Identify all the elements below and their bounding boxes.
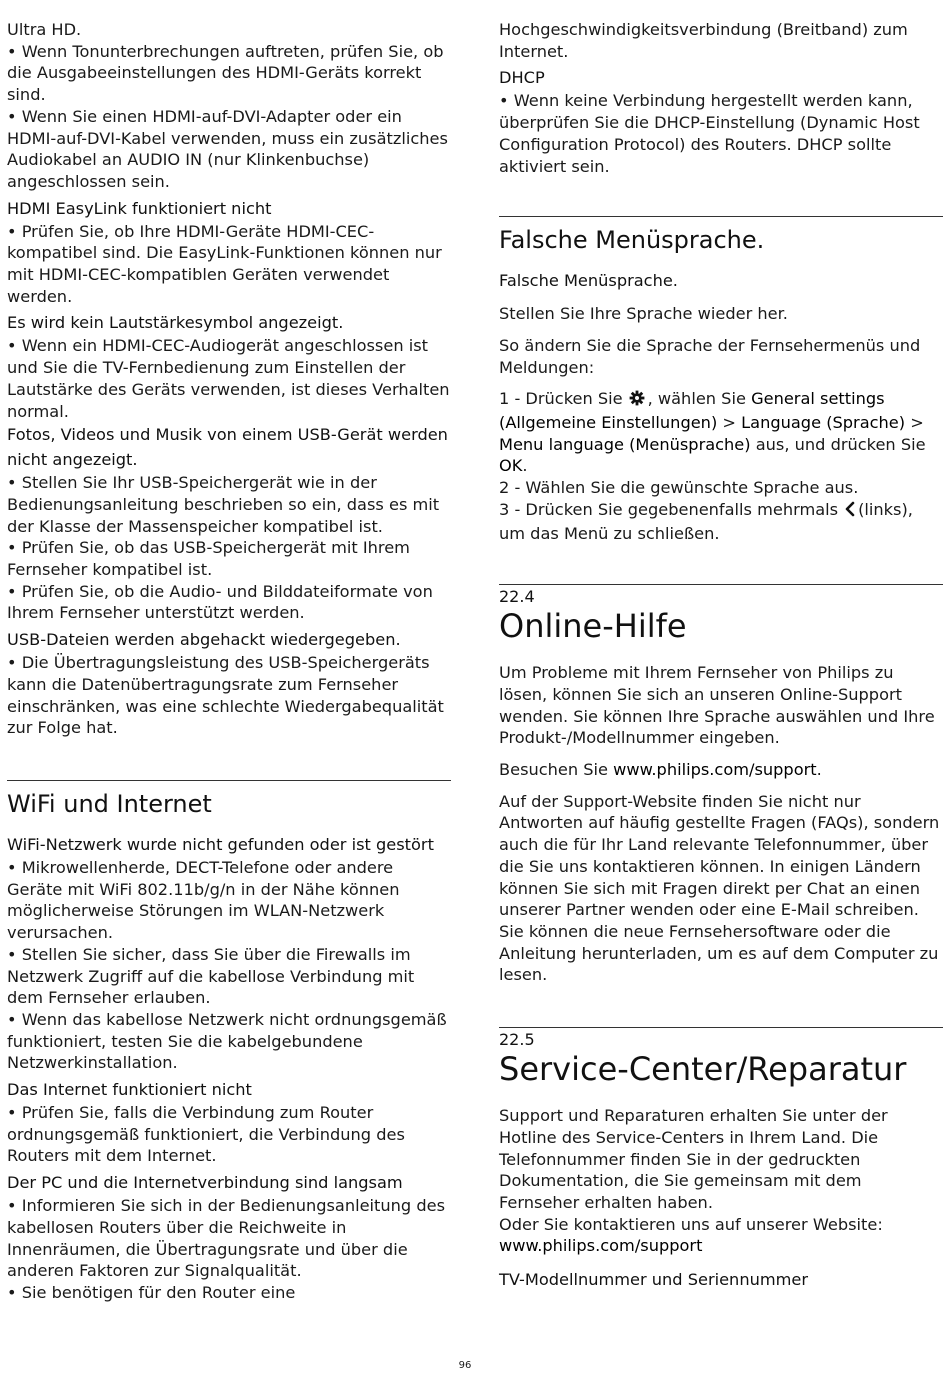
internet-text: • Prüfen Sie, falls die Verbindung zum Router ordnungsgemäß funktioniert, die Verbindung des Routers mit dem Internet.: [7, 1103, 405, 1166]
section-divider: [499, 584, 943, 585]
hdmi-audio-bullet-2: • Wenn Sie einen HDMI-auf-DVI-Adapter oder ein HDMI-auf-DVI-Kabel verwenden, muss ein zusätzliches Audiokabel an AUDIO IN (nur Klinkenbuchse) angeschlossen sein.: [7, 106, 448, 191]
right-column: [499, 19, 943, 1292]
hdmi-audio-bullet-1: • Wenn Tonunterbrechungen auftreten, prüfen Sie, ob die Ausgabeeinstellungen des HDMI-Geräts korrekt sind.: [7, 41, 444, 105]
section-divider: [499, 1027, 943, 1028]
section-title: Online-Hilfe: [499, 607, 687, 646]
tv-model-heading: TV-Modellnummer und Seriennummer: [499, 1270, 808, 1290]
slow-bullet-2: • Sie benötigen für den Router eine: [7, 1282, 296, 1302]
slow-bullet-1: • Informieren Sie sich in der Bedienungsanleitung des kabellosen Routers über die Reichweite in Innenräumen, die Übertragungsrate und über die anderen Faktoren zur Signalqualität.: [7, 1196, 446, 1281]
dhcp-heading: DHCP: [499, 68, 545, 88]
online-visit-text: Besuchen Sie: [499, 760, 609, 780]
online-paragraph-4: Sie können die neue Fernsehersoftware oder die Anleitung herunterladen, um es auf dem Computer zu lesen.: [499, 921, 939, 985]
ok-label: OK: [499, 456, 523, 476]
step-1-text: , wählen Sie: [647, 389, 746, 409]
online-paragraph-1: Um Probleme mit Ihrem Fernseher von Philips zu lösen, können Sie sich an unseren Online-Support wenden. Sie können Ihre Sprache auswählen und Ihre Produkt-/Modellnummer eingeben.: [499, 663, 935, 748]
language-label: Language (Sprache): [741, 413, 906, 433]
intro-line: Ultra HD.: [7, 20, 82, 39]
gear-icon: [629, 390, 645, 412]
wifi-bullet-1: • Mikrowellenherde, DECT-Telefone oder andere Geräte mit WiFi 802.11b/g/n in der Nähe können möglicherweise Störungen im WLAN-Netzwerk verursachen.: [7, 857, 400, 943]
lang-paragraph-2: So ändern Sie die Sprache der Fernsehermenüs und Meldungen:: [499, 335, 921, 377]
lang-section-title: Falsche Menüsprache.: [499, 226, 765, 255]
section-number: 22.4: [499, 587, 535, 607]
step-1-end: .: [522, 456, 528, 476]
online-paragraph-3: Auf der Support-Website finden Sie nicht nur Antworten auf häufig gestellte Fragen (FAQs), sondern auch die für Ihr Land relevante Telefonnummer, über die Sie uns kontaktieren können. In einigen Ländern können Sie sich mit Fragen direkt per Chat an einen unserer Partner wenden oder eine E-Mail schreiben.: [499, 791, 940, 920]
usb-heading: Fotos, Videos und Musik von einem USB-Gerät werden nicht angezeigt.: [7, 425, 448, 470]
step-1-mid: aus, und drücken Sie: [755, 434, 926, 454]
slow-heading: Der PC und die Internetverbindung sind langsam: [7, 1173, 403, 1193]
service-paragraph-2: Oder Sie kontaktieren uns auf unserer Website:: [499, 1214, 883, 1234]
menu-language-label: Menu language (Menüsprache): [499, 434, 751, 454]
section-divider: [499, 216, 943, 217]
section-number: 22.5: [499, 1030, 535, 1050]
step-2: 2 - Wählen Sie die gewünschte Sprache aus.: [499, 478, 859, 498]
chevron-left-icon: [844, 501, 856, 523]
choppy-text: • Die Übertragungsleistung des USB-Speichergeräts kann die Datenübertragungsrate zum Fernseher einschränken, was eine schlechte Wiedergabequalität zur Folge hat.: [7, 653, 444, 738]
separator: >: [910, 413, 924, 433]
support-link[interactable]: www.philips.com/support: [613, 760, 817, 780]
usb-bullet-2: • Prüfen Sie, ob das USB-Speichergerät mit Ihrem Fernseher kompatibel ist.: [7, 538, 410, 580]
page-number: 96: [458, 1360, 472, 1371]
lang-paragraph-1: Stellen Sie Ihre Sprache wieder her.: [499, 304, 788, 324]
volume-text: • Wenn ein HDMI-CEC-Audiogerät angeschlossen ist und Sie die TV-Fernbedienung zum Einstellen der Lautstärke des Geräts verwenden, ist dieses Verhalten normal.: [7, 336, 450, 421]
step-3: [499, 499, 943, 544]
usb-bullet-3: • Prüfen Sie, ob die Audio- und Bilddateiformate von Ihrem Fernseher unterstützt werden.: [7, 581, 433, 623]
dhcp-text: • Wenn keine Verbindung hergestellt werden kann, überprüfen Sie die DHCP-Einstellung (Dynamic Host Configuration Protocol) des Routers. DHCP sollte aktiviert sein.: [499, 91, 920, 176]
step-3-text: (links), um das Menü zu schließen.: [499, 499, 913, 543]
general-settings-label: General settings (Allgemeine Einstellungen): [499, 389, 885, 433]
step-1: [499, 388, 943, 477]
wifi-section-title: WiFi und Internet: [7, 789, 212, 818]
support-link[interactable]: www.philips.com/support: [499, 1236, 703, 1256]
choppy-heading: USB-Dateien werden abgehackt wiedergegeben.: [7, 630, 401, 650]
wifi-bullet-3: • Wenn das kabellose Netzwerk nicht ordnungsgemäß funktioniert, testen Sie die kabelgebundene Netzwerkinstallation.: [7, 1009, 447, 1073]
online-visit-end: .: [816, 760, 822, 780]
volume-heading: Es wird kein Lautstärkesymbol angezeigt.: [7, 313, 344, 333]
left-column: [7, 19, 451, 1304]
lang-heading: Falsche Menüsprache.: [499, 271, 678, 291]
separator: >: [722, 413, 736, 433]
wifi-bullet-2: • Stellen Sie sicher, dass Sie über die Firewalls im Netzwerk Zugriff auf die kabellose Verbindung mit dem Fernseher erlauben.: [7, 944, 415, 1008]
continued-text: Hochgeschwindigkeitsverbindung (Breitband) zum Internet.: [499, 20, 908, 61]
easylink-text: • Prüfen Sie, ob Ihre HDMI-Geräte HDMI-CEC-kompatibel sind. Die EasyLink-Funktionen können nur mit HDMI-CEC-kompatiblen Geräten verwendet werden.: [7, 221, 442, 306]
online-visit: [499, 759, 943, 781]
section-divider: [7, 780, 451, 781]
step-3-prefix: 3 - Drücken Sie gegebenenfalls mehrmals: [499, 499, 839, 519]
wifi-heading: WiFi-Netzwerk wurde nicht gefunden oder ist gestört: [7, 834, 434, 854]
internet-heading: Das Internet funktioniert nicht: [7, 1080, 252, 1100]
usb-bullet-1: • Stellen Sie Ihr USB-Speichergerät wie in der Bedienungsanleitung beschrieben so ein, dass es mit der Klasse der Massenspeicher kompatibel ist.: [7, 473, 440, 536]
easylink-heading: HDMI EasyLink funktioniert nicht: [7, 198, 272, 218]
step-1-prefix: 1 - Drücken Sie: [499, 389, 623, 409]
section-title: Service-Center/Reparatur: [499, 1050, 907, 1089]
service-paragraph-1: Support und Reparaturen erhalten Sie unter der Hotline des Service-Centers in Ihrem Land. Die Telefonnummer finden Sie in der gedruckten Dokumentation, die Sie gemeinsam mit dem Fernseher erhalten haben.: [499, 1106, 888, 1212]
